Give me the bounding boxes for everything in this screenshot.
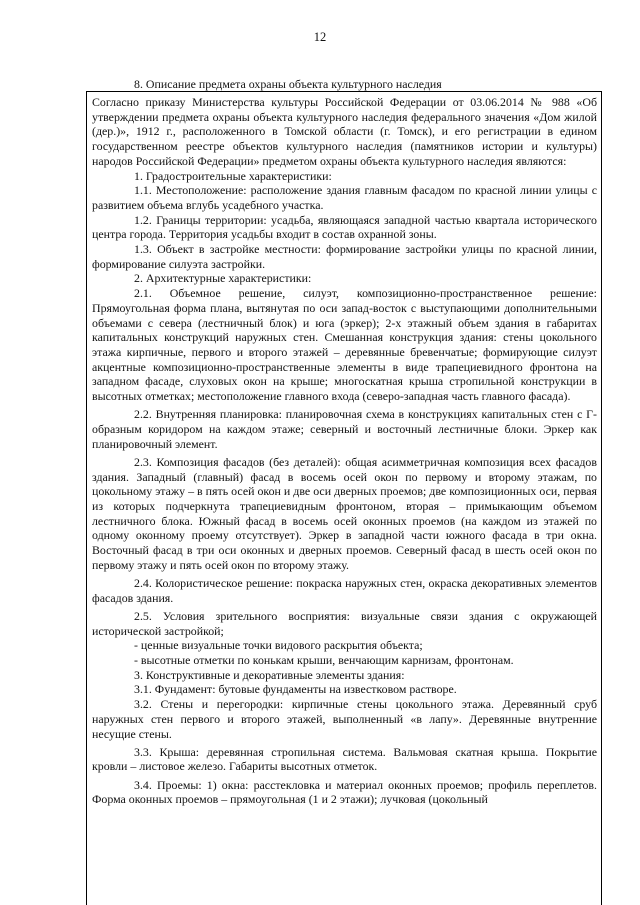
paragraph: 2.3. Композиция фасадов (без деталей): общая асимметричная композиция всех фасадов здания. Западный (главный) фасад в восемь осей окон по первому и второму этажам, по цокольному этажу – в пять осей окон и две оси дверных проемов; две композиционных оси, первая из которых подчеркнута трапециевидным фронтоном, вторая – примыкающим объемом лестничного блока. Южный фасад в восемь осей оконных проемов (на каждом из этажей по одному оконному проему отсутствует). Эркер в западной части южного фасада в три окна. Восточный фасад в три оси оконных и дверных проемов. Северный фасад в шесть осей окон по первому этажу и пять осей окон по второму этажу. <box>92 454 597 572</box>
paragraph: 3.3. Крыша: деревянная стропильная система. Вальмовая скатная крыша. Покрытие кровли – листовое железо. Габариты высотных отметок. <box>92 744 597 774</box>
paragraph: 3.4. Проемы: 1) окна: расстекловка и материал оконных проемов; профиль переплетов. Форма оконных проемов – прямоугольная (1 и 2 этажи); лучковая (цокольный <box>92 777 597 807</box>
paragraph: 3.1. Фундамент: бутовые фундаменты на известковом растворе. <box>134 682 457 697</box>
content-frame <box>86 91 602 905</box>
paragraph: 2.2. Внутренняя планировка: планировочная схема в конструкциях капитальных стен с Г-образным коридором на каждом этаже; северный и восточный лестничные блоки. Эркер как планировочный элемент. <box>92 407 597 451</box>
paragraph: 2.1. Объемное решение, силуэт, композиционно-пространственное решение: Прямоугольная форма плана, вытянутая по оси запад-восток с выступающими дополнительными объемами с севера (лестничный блок) и юга (эркер); 2-х этажный объем здания в габаритах капитальных конструкций наружных стен. Смешанная конструкция здания: стены цокольного этажа кирпичные, первого и второго этажей – деревянные бревенчатые; формирующие силуэт акцентные композиционно-пространственные элементы в виде трапециевидного фронтона на западном фасаде, слуховых окон на крыше; многоскатная крыша стропильной конструкции в высотных отметках; местоположение главного входа (северо-западная часть главного фасада). <box>92 286 597 404</box>
paragraph: 1. Градостроительные характеристики: <box>134 168 332 183</box>
page-number: 12 <box>313 30 327 44</box>
paragraph: 3.2. Стены и перегородки: кирпичные стены цокольного этажа. Деревянный сруб наружных стен первого и второго этажей, выполненный «в лапу». Деревянные внутренние несущие стены. <box>92 697 597 741</box>
paragraph: Согласно приказу Министерства культуры Российской Федерации от 03.06.2014 № 988 «Об утверждении предмета охраны объекта культурного наследия федерального значения «Дом жилой (дер.)», 1912 г., расположенного в Томской области (г. Томск), и его регистрации в едином государственном реестре объектов культурного наследия (памятников истории и культуры) народов Российской Федерации» предметом охраны объекта культурного наследия являются: <box>92 95 597 168</box>
paragraph: 3. Конструктивные и декоративные элементы здания: <box>134 667 405 682</box>
paragraph: - высотные отметки по конькам крыши, венчающим карнизам, фронтонам. <box>134 653 514 668</box>
paragraph: - ценные визуальные точки видового раскрытия объекта; <box>134 638 423 653</box>
paragraph: 1.1. Местоположение: расположение здания главным фасадом по красной линии улицы с развитием объема вглубь усадебного участка. <box>92 183 597 212</box>
paragraph: 2. Архитектурные характеристики: <box>134 271 312 286</box>
paragraph: 1.2. Границы территории: усадьба, являющаяся западной частью квартала исторического центра города. Территория усадьбы входит в состав охранной зоны. <box>92 212 597 242</box>
paragraph: 2.5. Условия зрительного восприятия: визуальные связи здания с окружающей исторической застройкой; <box>92 608 597 638</box>
paragraph: 2.4. Колористическое решение: покраска наружных стен, окраска декоративных элементов фасадов здания. <box>92 576 597 605</box>
section-title: 8. Описание предмета охраны объекта культурного наследия <box>134 77 442 91</box>
paragraph: 1.3. Объект в застройке местности: формирование застройки улицы по красной линии, формирование силуэта застройки. <box>92 242 597 271</box>
